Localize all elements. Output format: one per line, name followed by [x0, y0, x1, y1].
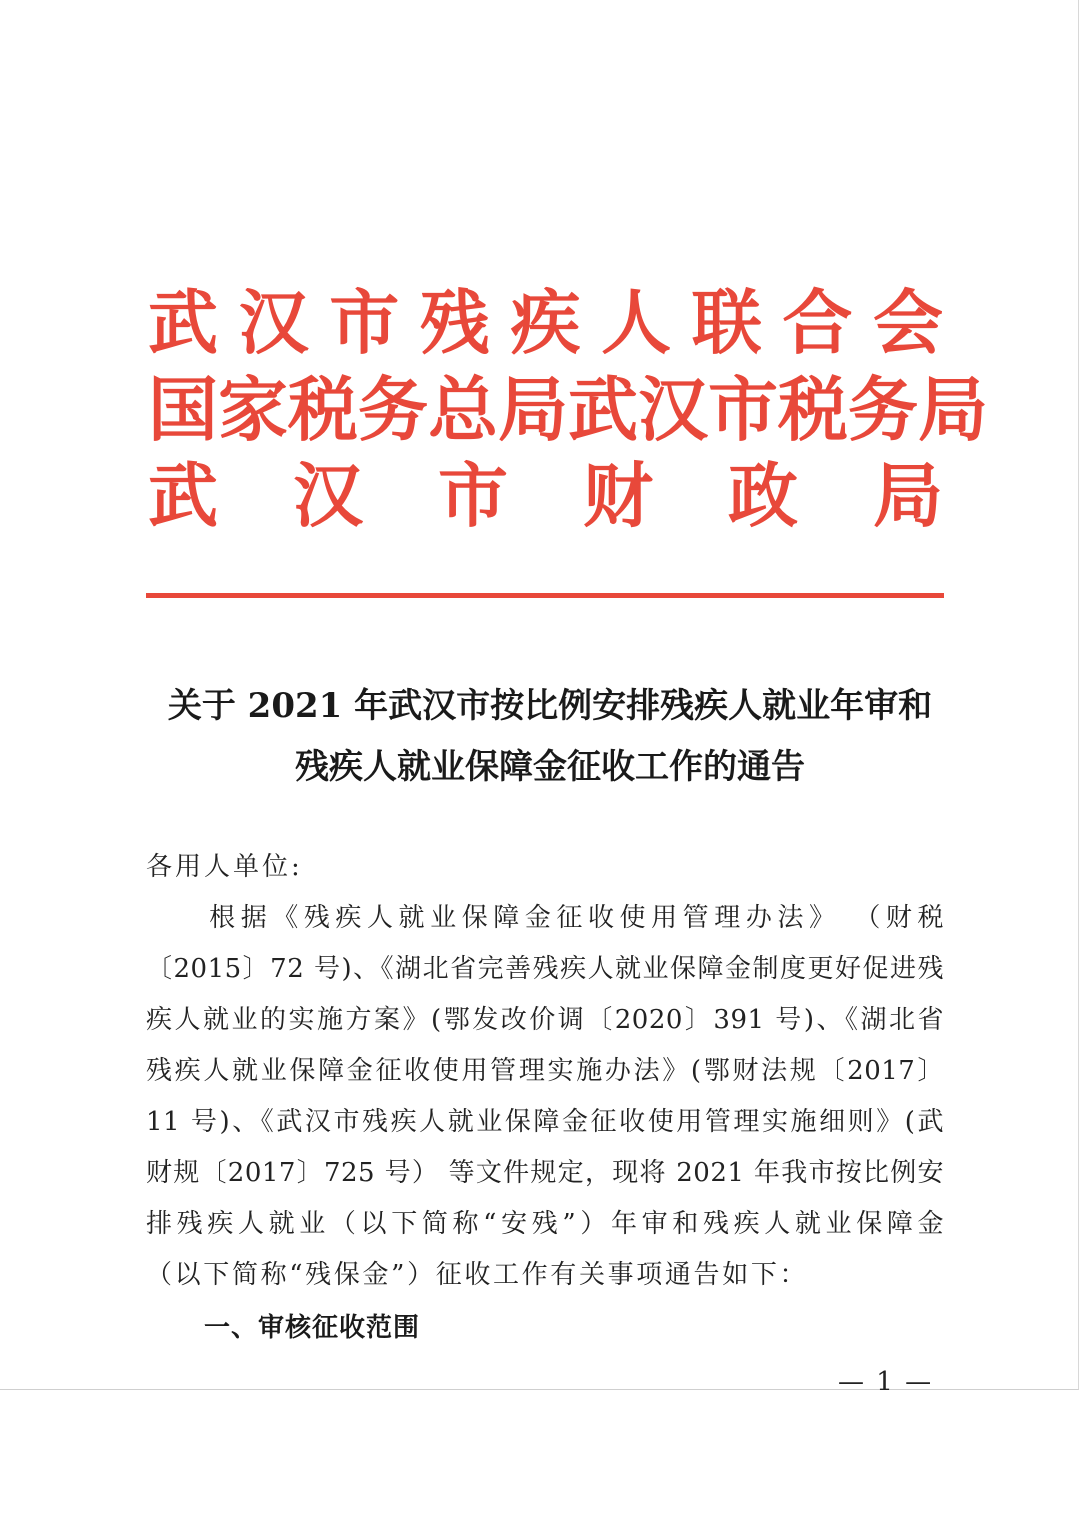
body-paragraph-line: （以下简称“残保金”）征收工作有关事项通告如下： — [146, 1260, 806, 1290]
issuer-char: 局 — [918, 368, 988, 451]
body-paragraph-line: 排残疾人就业（以下简称“安残”）年审和残疾人就业保障金 — [146, 1209, 944, 1239]
issuer-line-finance-bureau — [148, 456, 943, 536]
issuer-char: 合 — [782, 281, 853, 364]
body-paragraph-line: 疾人就业的实施方案》(鄂发改价调〔2020〕391 号)、《湖北省 — [146, 1005, 944, 1035]
issuer-char: 汉 — [238, 281, 309, 364]
body-paragraph-line: 11 号)、《武汉市残疾人就业保障金征收使用管理实施细则》(武 — [146, 1107, 944, 1137]
issuer-char: 武 — [568, 368, 638, 451]
issuer-char: 政 — [728, 454, 798, 537]
issuer-line-tax-bureau — [148, 368, 988, 451]
issuer-char: 局 — [498, 368, 568, 451]
issuer-char: 联 — [691, 281, 762, 364]
issuer-char: 市 — [438, 454, 508, 537]
issuer-char: 疾 — [510, 281, 581, 364]
issuer-char: 会 — [873, 281, 943, 364]
issuer-char: 家 — [218, 368, 288, 451]
page-number: — 1 — — [838, 1367, 934, 1397]
issuer-char: 汉 — [293, 454, 363, 537]
issuer-line-disabled-persons-federation — [148, 283, 943, 363]
section-heading: 一、审核征收范围 — [204, 1313, 421, 1343]
notice-title-line-1: 关于 2021 年武汉市按比例安排残疾人就业年审和 — [167, 686, 933, 726]
issuer-char: 人 — [601, 281, 672, 364]
issuer-char: 武 — [148, 454, 218, 537]
issuer-char: 武 — [148, 281, 218, 364]
issuer-char: 务 — [358, 368, 428, 451]
issuer-char: 市 — [708, 368, 778, 451]
notice-title-line-2: 残疾人就业保障金征收工作的通告 — [295, 747, 805, 787]
salutation: 各用人单位: — [146, 852, 303, 882]
issuer-char: 残 — [419, 281, 490, 364]
body-paragraph-line: 财规〔2017〕725 号） 等文件规定，现将 2021 年我市按比例安 — [146, 1158, 944, 1188]
issuer-char: 总 — [428, 368, 498, 451]
body-paragraph-line: 根据《残疾人就业保障金征收使用管理办法》 （财税 — [146, 903, 944, 933]
body-paragraph-line: 残疾人就业保障金征收使用管理实施办法》(鄂财法规〔2017〕 — [146, 1056, 944, 1086]
issuer-char: 市 — [329, 281, 400, 364]
issuer-char: 国 — [148, 368, 218, 451]
issuer-char: 局 — [873, 454, 943, 537]
issuer-char: 财 — [583, 454, 653, 537]
issuer-char: 务 — [848, 368, 918, 451]
issuer-char: 税 — [288, 368, 358, 451]
issuer-char: 汉 — [638, 368, 708, 451]
red-header-rule — [146, 593, 944, 598]
body-paragraph-line: 〔2015〕72 号)、《湖北省完善残疾人就业保障金制度更好促进残 — [146, 954, 944, 984]
issuer-char: 税 — [778, 368, 848, 451]
